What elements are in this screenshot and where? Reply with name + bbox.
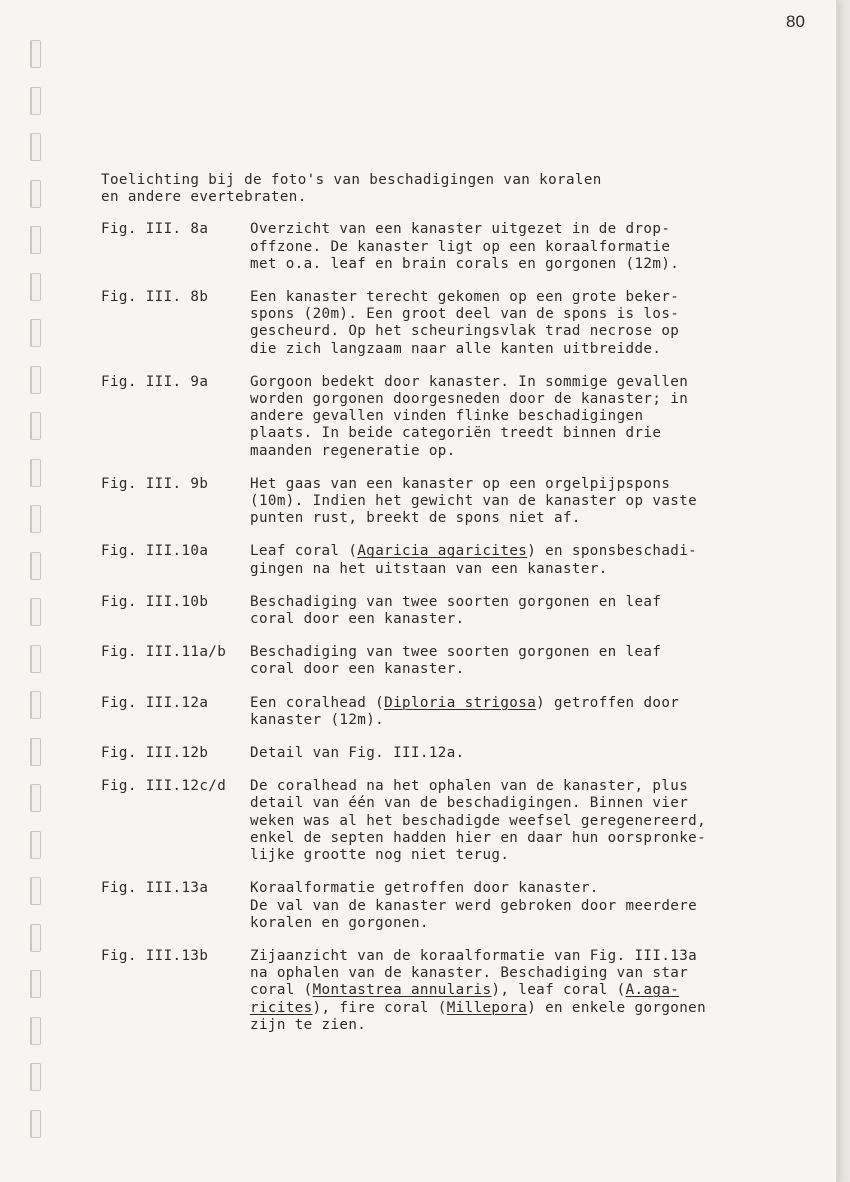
figure-description bbox=[250, 778, 801, 864]
text-segment: offzone. De kanaster ligt op een koraalformatie bbox=[250, 238, 671, 255]
text-segment: Koraalformatie getroffen door kanaster. bbox=[250, 880, 599, 897]
binder-hole bbox=[30, 505, 41, 533]
description-line bbox=[250, 830, 801, 847]
text-segment: die zich langzaam naar alle kanten uitbreidde. bbox=[250, 340, 662, 357]
text-segment: maanden regeneratie op. bbox=[250, 442, 456, 459]
figure-label: Fig. III.13b bbox=[101, 947, 209, 964]
description-line bbox=[250, 1000, 801, 1017]
description-line bbox=[250, 695, 801, 712]
binder-hole bbox=[30, 552, 41, 580]
description-line bbox=[250, 948, 801, 965]
text-segment: Zijaanzicht van de koraalformatie van Fig. III.13a bbox=[250, 947, 698, 964]
figure-description bbox=[250, 880, 801, 932]
description-line bbox=[250, 289, 801, 306]
text-segment: Overzicht van een kanaster uitgezet in de drop- bbox=[250, 221, 671, 238]
text-segment: andere gevallen vinden flinke beschadigingen bbox=[250, 408, 644, 425]
figure-description bbox=[250, 221, 801, 273]
page-number: 80 bbox=[786, 12, 805, 31]
description-line bbox=[250, 778, 801, 795]
figure-description bbox=[250, 644, 801, 678]
text-segment: enkel de septen hadden hier en daar hun oorspronke- bbox=[250, 829, 707, 846]
description-line bbox=[250, 813, 801, 830]
text-segment: (10m). Indien het gewicht van de kanaster op vaste bbox=[250, 493, 698, 510]
text-segment: zijn te zien. bbox=[250, 1016, 367, 1033]
document-content bbox=[101, 172, 801, 1050]
description-line bbox=[250, 256, 801, 273]
text-segment: ) getroffen door bbox=[536, 694, 680, 711]
text-segment: De coralhead na het ophalen van de kanaster, plus bbox=[250, 778, 689, 795]
text-segment: coral ( bbox=[250, 982, 313, 999]
description-line bbox=[250, 443, 801, 460]
intro-line: Toelichting bij de foto's van beschadigingen van koralen bbox=[101, 172, 602, 188]
binder-hole bbox=[30, 877, 41, 905]
species-name: A.aga- bbox=[625, 982, 680, 999]
figure-label: Fig. III. 8b bbox=[101, 289, 209, 306]
text-segment: worden gorgonen doorgesneden door de kanaster; in bbox=[250, 391, 689, 408]
figure-label: Fig. III.12a bbox=[101, 694, 209, 711]
text-segment: De val van de kanaster werd gebroken door meerdere bbox=[250, 897, 698, 914]
text-segment: met o.a. leaf en brain corals en gorgonen (12m). bbox=[250, 255, 680, 272]
figure-caption bbox=[101, 374, 801, 460]
figure-description bbox=[250, 695, 801, 729]
text-segment: detail van één van de beschadigingen. Binnen vier bbox=[250, 795, 689, 812]
figure-label: Fig. III.12b bbox=[101, 745, 209, 762]
binder-hole bbox=[30, 738, 41, 766]
description-line bbox=[250, 745, 801, 762]
binder-holes bbox=[30, 40, 40, 1160]
description-line bbox=[250, 594, 801, 611]
description-line bbox=[250, 898, 801, 915]
figure-label: Fig. III.10a bbox=[101, 543, 209, 560]
species-name: Diploria strigosa bbox=[384, 694, 537, 711]
binder-hole bbox=[30, 226, 41, 254]
figure-description bbox=[250, 543, 801, 577]
binder-hole bbox=[30, 1017, 41, 1045]
description-line bbox=[250, 374, 801, 391]
text-segment: Beschadiging van twee soorten gorgonen en leaf bbox=[250, 644, 662, 661]
figure-caption bbox=[101, 543, 801, 577]
figure-caption bbox=[101, 880, 801, 932]
description-line bbox=[250, 493, 801, 510]
binder-hole bbox=[30, 598, 41, 626]
description-line bbox=[250, 611, 801, 628]
description-line bbox=[250, 425, 801, 442]
text-segment: punten rust, breekt de spons niet af. bbox=[250, 510, 581, 527]
figure-caption bbox=[101, 644, 801, 678]
binder-hole bbox=[30, 40, 41, 68]
binder-hole bbox=[30, 1063, 41, 1091]
figure-label: Fig. III.13a bbox=[101, 880, 209, 897]
figure-description bbox=[250, 594, 801, 628]
figure-description bbox=[250, 745, 801, 762]
text-segment: spons (20m). Een groot deel van de spons is los- bbox=[250, 306, 680, 323]
binder-hole bbox=[30, 784, 41, 812]
binder-hole bbox=[30, 180, 41, 208]
species-name: Agaricia agaricites bbox=[357, 543, 528, 560]
description-line bbox=[250, 795, 801, 812]
description-line bbox=[250, 847, 801, 864]
figure-caption bbox=[101, 948, 801, 1034]
description-line bbox=[250, 661, 801, 678]
figure-caption-list bbox=[101, 221, 801, 1034]
text-segment: ), fire coral ( bbox=[312, 999, 447, 1016]
figure-label: Fig. III. 9a bbox=[101, 373, 209, 390]
description-line bbox=[250, 408, 801, 425]
binder-hole bbox=[30, 970, 41, 998]
text-segment: gescheurd. Op het scheuringsvlak trad necrose op bbox=[250, 323, 680, 340]
description-line bbox=[250, 306, 801, 323]
text-segment: Leaf coral ( bbox=[250, 543, 358, 560]
figure-caption bbox=[101, 476, 801, 528]
figure-description bbox=[250, 289, 801, 358]
binder-hole bbox=[30, 133, 41, 161]
text-segment: Een coralhead ( bbox=[250, 694, 385, 711]
text-segment: koralen en gorgonen. bbox=[250, 914, 429, 931]
binder-hole bbox=[30, 319, 41, 347]
binder-hole bbox=[30, 691, 41, 719]
species-name: Montastrea annularis bbox=[312, 982, 492, 999]
species-name: ricites bbox=[250, 999, 313, 1016]
description-line bbox=[250, 221, 801, 238]
description-line bbox=[250, 543, 801, 560]
description-line bbox=[250, 391, 801, 408]
text-segment: kanaster (12m). bbox=[250, 711, 385, 728]
figure-label: Fig. III. 9b bbox=[101, 475, 209, 492]
description-line bbox=[250, 880, 801, 897]
text-segment: ) en sponsbeschadi- bbox=[527, 543, 698, 560]
description-line bbox=[250, 915, 801, 932]
binder-hole bbox=[30, 366, 41, 394]
figure-caption bbox=[101, 695, 801, 729]
text-segment: weken was al het beschadigde weefsel geregenereerd, bbox=[250, 812, 707, 829]
text-segment: coral door een kanaster. bbox=[250, 661, 465, 678]
figure-caption bbox=[101, 221, 801, 273]
text-segment: gingen na het uitstaan van een kanaster. bbox=[250, 560, 608, 577]
text-segment: na ophalen van de kanaster. Beschadiging van star bbox=[250, 965, 689, 982]
figure-description bbox=[250, 476, 801, 528]
figure-caption bbox=[101, 745, 801, 762]
description-line bbox=[250, 323, 801, 340]
description-line bbox=[250, 1017, 801, 1034]
text-segment: plaats. In beide categoriën treedt binnen drie bbox=[250, 425, 662, 442]
description-line bbox=[250, 644, 801, 661]
description-line bbox=[250, 239, 801, 256]
binder-hole bbox=[30, 831, 41, 859]
figure-label: Fig. III. 8a bbox=[101, 221, 209, 238]
description-line bbox=[250, 561, 801, 578]
intro-paragraph bbox=[101, 172, 801, 206]
binder-hole bbox=[30, 1110, 41, 1138]
description-line bbox=[250, 476, 801, 493]
figure-label: Fig. III.11a/b bbox=[101, 644, 227, 661]
figure-caption bbox=[101, 778, 801, 864]
description-line bbox=[250, 712, 801, 729]
text-segment: lijke grootte nog niet terug. bbox=[250, 847, 510, 864]
figure-label: Fig. III.12c/d bbox=[101, 778, 227, 795]
figure-label: Fig. III.10b bbox=[101, 593, 209, 610]
binder-hole bbox=[30, 459, 41, 487]
text-segment: Een kanaster terecht gekomen op een grote beker- bbox=[250, 289, 680, 306]
binder-hole bbox=[30, 273, 41, 301]
text-segment: ), leaf coral ( bbox=[491, 982, 626, 999]
text-segment: Detail van Fig. III.12a. bbox=[250, 745, 465, 762]
text-segment: Beschadiging van twee soorten gorgonen en leaf bbox=[250, 593, 662, 610]
intro-line: en andere evertebraten. bbox=[101, 189, 307, 206]
figure-description bbox=[250, 374, 801, 460]
description-line bbox=[250, 341, 801, 358]
species-name: Millepora bbox=[446, 999, 528, 1016]
binder-hole bbox=[30, 924, 41, 952]
text-segment: ) en enkele gorgonen bbox=[527, 999, 707, 1016]
binder-hole bbox=[30, 87, 41, 115]
binder-hole bbox=[30, 645, 41, 673]
figure-description bbox=[250, 948, 801, 1034]
text-segment: Het gaas van een kanaster op een orgelpijpspons bbox=[250, 475, 671, 492]
binder-hole bbox=[30, 412, 41, 440]
text-segment: coral door een kanaster. bbox=[250, 611, 465, 628]
description-line bbox=[250, 982, 801, 999]
description-line bbox=[250, 510, 801, 527]
description-line bbox=[250, 965, 801, 982]
figure-caption bbox=[101, 594, 801, 628]
figure-caption bbox=[101, 289, 801, 358]
text-segment: Gorgoon bedekt door kanaster. In sommige gevallen bbox=[250, 373, 689, 390]
